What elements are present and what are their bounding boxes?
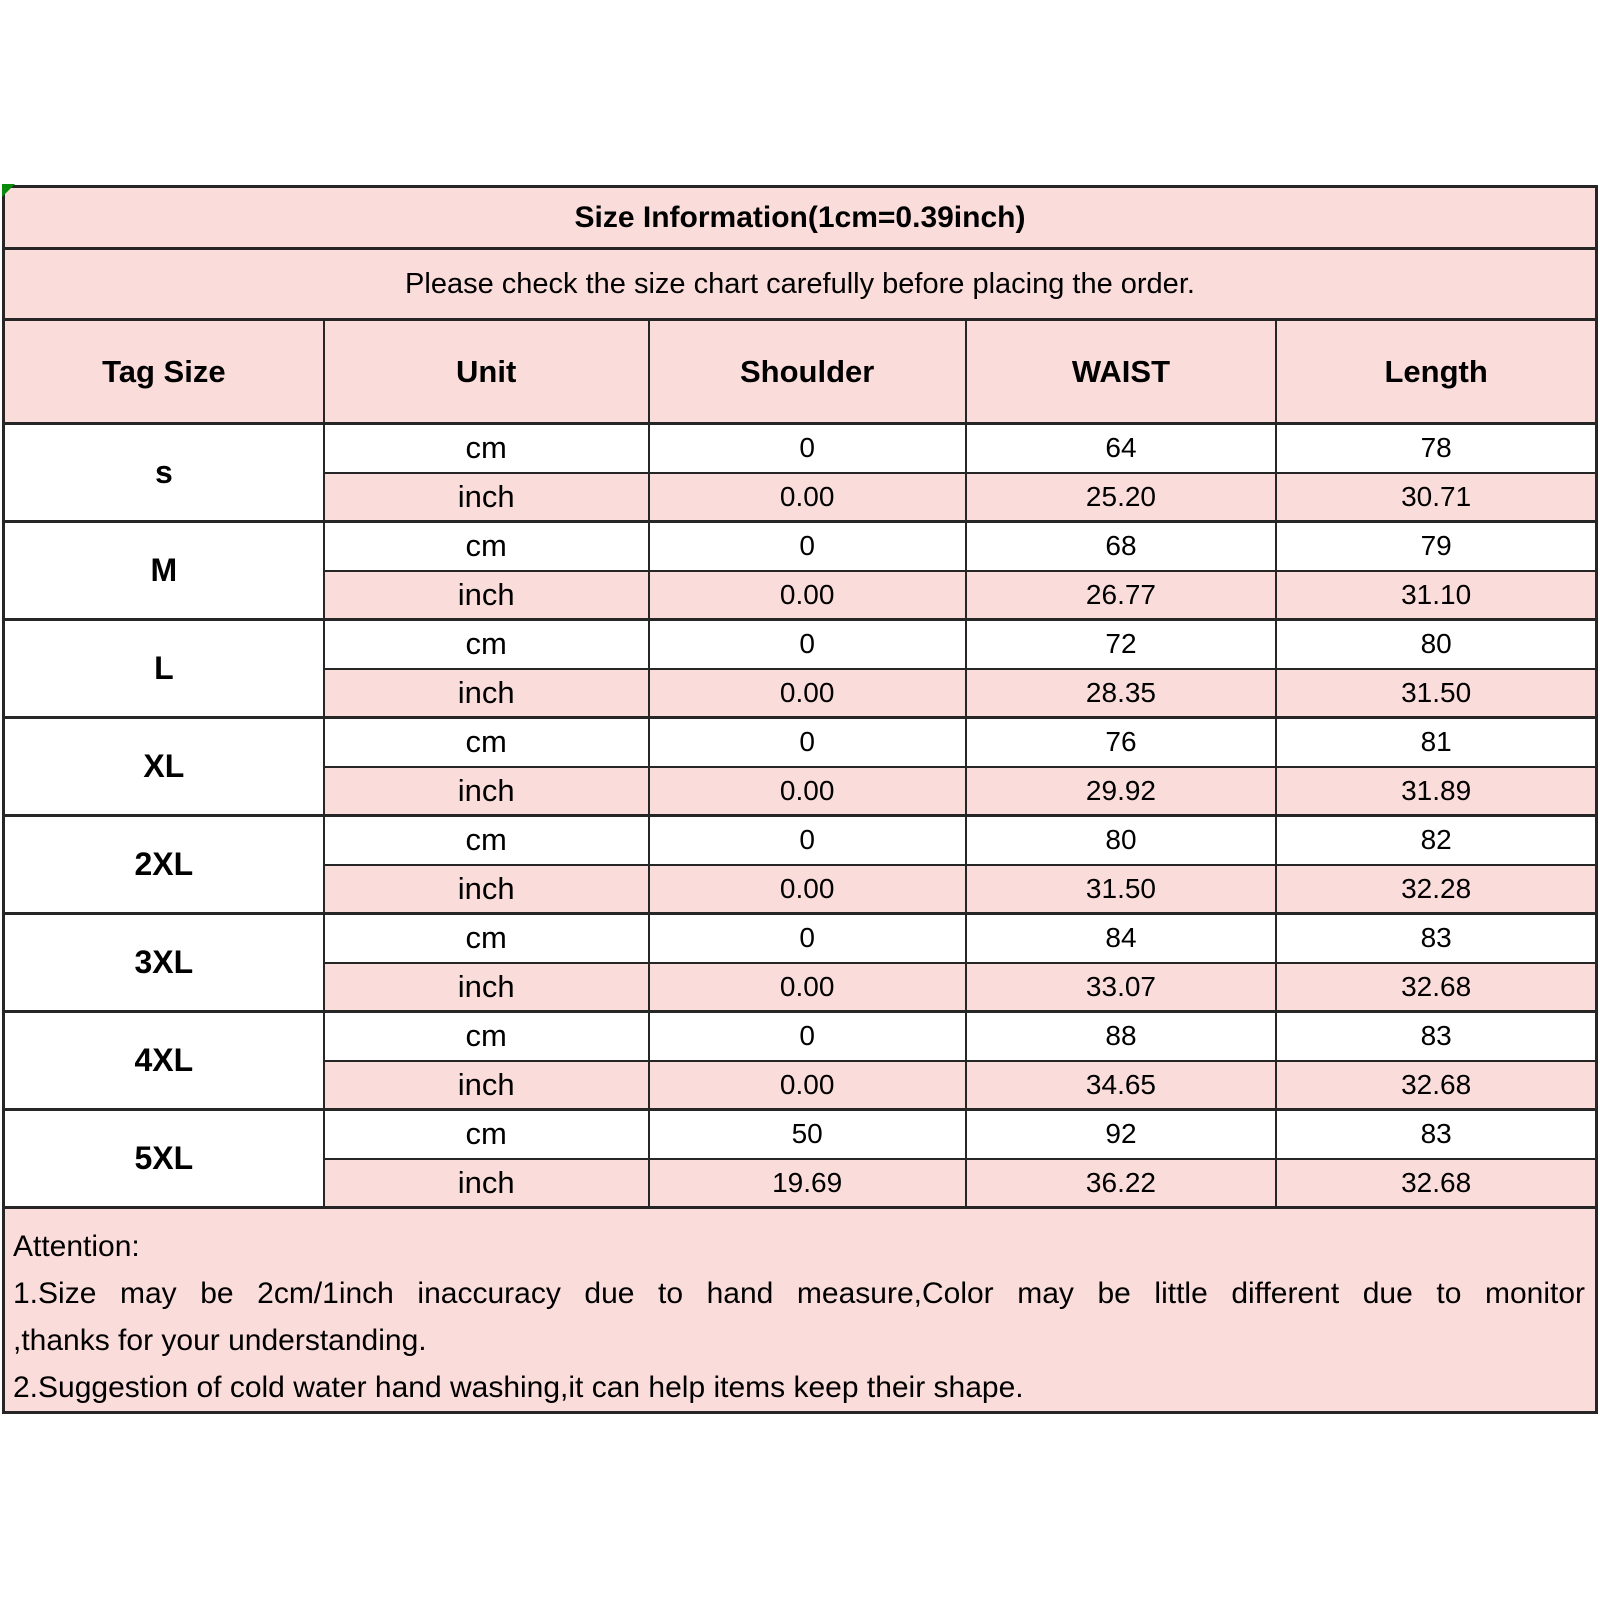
- length-value: 31.10: [1276, 571, 1596, 620]
- table-title: Size Information(1cm=0.39inch): [4, 187, 1597, 249]
- length-value: 32.28: [1276, 865, 1596, 914]
- waist-value: 72: [966, 620, 1277, 669]
- tag-size-cell: XL: [4, 718, 324, 816]
- unit-cell: inch: [324, 473, 649, 522]
- col-header-tag-size: Tag Size: [4, 320, 324, 424]
- attention-line: 1.Size may be 2cm/1inch inaccuracy due to hand measure,Color may be little different due to monitor: [13, 1277, 1585, 1310]
- corner-marker: [2, 184, 15, 197]
- unit-cell: inch: [324, 767, 649, 816]
- size-row-cm: [4, 914, 1597, 963]
- title-row: [4, 187, 1597, 249]
- unit-cell: inch: [324, 1061, 649, 1110]
- size-chart-table: [2, 185, 1598, 1414]
- waist-value: 26.77: [966, 571, 1277, 620]
- shoulder-value: 50: [649, 1110, 966, 1159]
- unit-cell: inch: [324, 963, 649, 1012]
- waist-value: 92: [966, 1110, 1277, 1159]
- size-row-cm: [4, 424, 1597, 473]
- length-value: 78: [1276, 424, 1596, 473]
- size-row-cm: [4, 1012, 1597, 1061]
- length-value: 80: [1276, 620, 1596, 669]
- shoulder-value: 0.00: [649, 767, 966, 816]
- waist-value: 84: [966, 914, 1277, 963]
- length-value: 82: [1276, 816, 1596, 865]
- attention-row: [4, 1208, 1597, 1413]
- unit-cell: inch: [324, 571, 649, 620]
- length-value: 32.68: [1276, 1159, 1596, 1208]
- tag-size-cell: 5XL: [4, 1110, 324, 1208]
- unit-cell: cm: [324, 620, 649, 669]
- length-value: 32.68: [1276, 1061, 1596, 1110]
- unit-cell: cm: [324, 816, 649, 865]
- attention-line: ,thanks for your understanding.: [13, 1324, 427, 1357]
- attention-line: 2.Suggestion of cold water hand washing,it can help items keep their shape.: [13, 1371, 1024, 1404]
- tag-size-cell: 4XL: [4, 1012, 324, 1110]
- shoulder-value: 0.00: [649, 865, 966, 914]
- shoulder-value: 0.00: [649, 571, 966, 620]
- header-row: [4, 320, 1597, 424]
- length-value: 31.50: [1276, 669, 1596, 718]
- length-value: 83: [1276, 914, 1596, 963]
- waist-value: 28.35: [966, 669, 1277, 718]
- unit-cell: cm: [324, 914, 649, 963]
- waist-value: 68: [966, 522, 1277, 571]
- unit-cell: inch: [324, 865, 649, 914]
- shoulder-value: 0: [649, 522, 966, 571]
- waist-value: 31.50: [966, 865, 1277, 914]
- col-header-unit: Unit: [324, 320, 649, 424]
- shoulder-value: 0: [649, 914, 966, 963]
- length-value: 83: [1276, 1110, 1596, 1159]
- length-value: 81: [1276, 718, 1596, 767]
- tag-size-cell: M: [4, 522, 324, 620]
- size-row-cm: [4, 1110, 1597, 1159]
- attention-note: [4, 1208, 1597, 1413]
- tag-size-cell: 3XL: [4, 914, 324, 1012]
- waist-value: 64: [966, 424, 1277, 473]
- shoulder-value: 0.00: [649, 963, 966, 1012]
- size-row-cm: [4, 816, 1597, 865]
- size-row-cm: [4, 522, 1597, 571]
- length-value: 32.68: [1276, 963, 1596, 1012]
- shoulder-value: 0.00: [649, 669, 966, 718]
- shoulder-value: 0: [649, 718, 966, 767]
- unit-cell: inch: [324, 669, 649, 718]
- tag-size-cell: s: [4, 424, 324, 522]
- size-row-cm: [4, 718, 1597, 767]
- length-value: 31.89: [1276, 767, 1596, 816]
- waist-value: 76: [966, 718, 1277, 767]
- waist-value: 34.65: [966, 1061, 1277, 1110]
- shoulder-value: 0: [649, 816, 966, 865]
- unit-cell: cm: [324, 1012, 649, 1061]
- unit-cell: cm: [324, 522, 649, 571]
- waist-value: 33.07: [966, 963, 1277, 1012]
- col-header-waist: WAIST: [966, 320, 1277, 424]
- length-value: 79: [1276, 522, 1596, 571]
- shoulder-value: 19.69: [649, 1159, 966, 1208]
- unit-cell: inch: [324, 1159, 649, 1208]
- unit-cell: cm: [324, 424, 649, 473]
- shoulder-value: 0: [649, 1012, 966, 1061]
- shoulder-value: 0.00: [649, 1061, 966, 1110]
- size-row-cm: [4, 620, 1597, 669]
- waist-value: 36.22: [966, 1159, 1277, 1208]
- shoulder-value: 0: [649, 424, 966, 473]
- col-header-length: Length: [1276, 320, 1596, 424]
- waist-value: 80: [966, 816, 1277, 865]
- table-subtitle: Please check the size chart carefully before placing the order.: [4, 249, 1597, 320]
- waist-value: 25.20: [966, 473, 1277, 522]
- shoulder-value: 0.00: [649, 473, 966, 522]
- unit-cell: cm: [324, 1110, 649, 1159]
- attention-heading: Attention:: [13, 1230, 140, 1263]
- length-value: 30.71: [1276, 473, 1596, 522]
- length-value: 83: [1276, 1012, 1596, 1061]
- shoulder-value: 0: [649, 620, 966, 669]
- col-header-shoulder: Shoulder: [649, 320, 966, 424]
- waist-value: 88: [966, 1012, 1277, 1061]
- subtitle-row: [4, 249, 1597, 320]
- waist-value: 29.92: [966, 767, 1277, 816]
- tag-size-cell: L: [4, 620, 324, 718]
- unit-cell: cm: [324, 718, 649, 767]
- tag-size-cell: 2XL: [4, 816, 324, 914]
